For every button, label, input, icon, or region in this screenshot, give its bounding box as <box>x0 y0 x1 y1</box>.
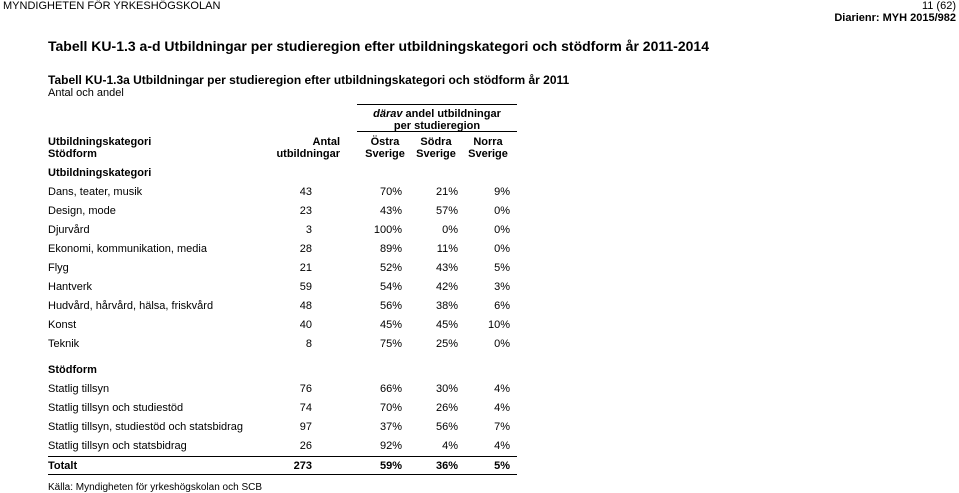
total-norra: 5% <box>494 460 510 472</box>
row-antal: 26 <box>299 440 312 452</box>
row-label: Dans, teater, musik <box>48 186 143 198</box>
left-header-line2: Stödform <box>48 148 97 160</box>
row-label: Hudvård, hårvård, hälsa, friskvård <box>48 300 214 312</box>
row-sodra: 56% <box>435 421 458 433</box>
row-antal: 40 <box>299 319 312 331</box>
row-label: Design, mode <box>48 205 116 217</box>
row-sodra: 0% <box>442 224 458 236</box>
row-antal: 21 <box>299 262 312 274</box>
row-ostra: 45% <box>379 319 402 331</box>
row-norra: 0% <box>494 224 510 236</box>
row-sodra: 25% <box>435 338 458 350</box>
row-antal: 28 <box>299 243 312 255</box>
row-label: Statlig tillsyn och studiestöd <box>48 402 184 414</box>
row-ostra: 37% <box>379 421 402 433</box>
section-title: Utbildningskategori <box>48 167 152 179</box>
page-number: 11 (62) <box>921 0 956 12</box>
row-antal: 74 <box>299 402 312 414</box>
diarienr: Diarienr: MYH 2015/982 <box>834 12 956 24</box>
antal-column-header <box>270 136 340 160</box>
row-norra: 6% <box>494 300 510 312</box>
total-label: Totalt <box>48 460 78 472</box>
table-subtitle: Antal och andel <box>48 87 124 99</box>
row-ostra: 75% <box>379 338 402 350</box>
row-norra: 0% <box>494 243 510 255</box>
group-header-top-rule <box>357 104 517 105</box>
row-ostra: 70% <box>379 186 402 198</box>
row-ostra: 70% <box>379 402 402 414</box>
row-label: Flyg <box>48 262 69 274</box>
ostra-header-line1: Östra <box>370 136 400 148</box>
row-antal: 59 <box>299 281 312 293</box>
row-norra: 3% <box>494 281 510 293</box>
row-label: Hantverk <box>48 281 93 293</box>
row-label: Djurvård <box>48 224 90 236</box>
row-label: Statlig tillsyn <box>48 383 110 395</box>
row-sodra: 11% <box>436 243 458 255</box>
group-header <box>357 108 517 132</box>
group-header-rest: andel utbildningar <box>402 108 501 120</box>
main-title: Tabell KU-1.3 a-d Utbildningar per studieregion efter utbildningskategori och stödform år 2011-2014 <box>48 38 709 54</box>
antal-header-line2: utbildningar <box>276 148 340 160</box>
row-antal: 3 <box>305 224 312 236</box>
row-ostra: 56% <box>379 300 402 312</box>
row-sodra: 43% <box>435 262 458 274</box>
total-antal: 273 <box>293 460 312 472</box>
row-antal: 48 <box>299 300 312 312</box>
left-column-header <box>48 136 151 160</box>
row-antal: 8 <box>305 338 312 350</box>
row-norra: 0% <box>494 205 510 217</box>
row-ostra: 100% <box>373 224 402 236</box>
row-sodra: 21% <box>435 186 458 198</box>
sodra-header-line1: Södra <box>420 136 452 148</box>
row-ostra: 92% <box>379 440 402 452</box>
row-sodra: 30% <box>435 383 458 395</box>
row-sodra: 57% <box>435 205 458 217</box>
row-norra: 7% <box>494 421 510 433</box>
total-bottom-rule <box>48 474 517 475</box>
group-header-italic: därav <box>373 108 403 120</box>
row-norra: 4% <box>494 383 510 395</box>
row-norra: 4% <box>494 440 510 452</box>
row-label: Statlig tillsyn och statsbidrag <box>48 440 187 452</box>
antal-header-line1: Antal <box>312 136 340 148</box>
row-sodra: 38% <box>435 300 458 312</box>
row-antal: 97 <box>299 421 312 433</box>
row-norra: 5% <box>494 262 510 274</box>
row-norra: 9% <box>494 186 510 198</box>
row-norra: 4% <box>494 402 510 414</box>
row-ostra: 52% <box>379 262 402 274</box>
row-ostra: 43% <box>379 205 402 217</box>
row-ostra: 66% <box>379 383 402 395</box>
table-title: Tabell KU-1.3a Utbildningar per studieregion efter utbildningskategori och stödform år 2011 <box>48 73 570 87</box>
section-title: Stödform <box>48 364 97 376</box>
source-note: Källa: Myndigheten för yrkeshögskolan och SCB <box>48 482 263 493</box>
norra-header-line2: Sverige <box>468 148 508 160</box>
norra-column-header <box>458 136 518 160</box>
group-header-line2: per studieregion <box>393 120 481 132</box>
ostra-header-line2: Sverige <box>365 148 405 160</box>
row-label: Statlig tillsyn, studiestöd och statsbidrag <box>48 421 244 433</box>
row-ostra: 54% <box>379 281 402 293</box>
total-ostra: 59% <box>379 460 402 472</box>
sodra-header-line2: Sverige <box>416 148 456 160</box>
total-sodra: 36% <box>435 460 458 472</box>
sodra-column-header <box>406 136 466 160</box>
row-antal: 76 <box>299 383 312 395</box>
row-antal: 43 <box>299 186 312 198</box>
row-norra: 10% <box>487 319 510 331</box>
row-label: Konst <box>48 319 77 331</box>
total-top-rule <box>48 456 517 457</box>
row-sodra: 4% <box>442 440 458 452</box>
row-sodra: 26% <box>435 402 458 414</box>
row-ostra: 89% <box>379 243 402 255</box>
norra-header-line1: Norra <box>473 136 503 148</box>
row-label: Teknik <box>48 338 80 350</box>
page-info <box>834 0 956 24</box>
row-antal: 23 <box>299 205 312 217</box>
left-header-line1: Utbildningskategori <box>48 136 152 148</box>
row-sodra: 45% <box>435 319 458 331</box>
row-label: Ekonomi, kommunikation, media <box>48 243 207 255</box>
agency-name: MYNDIGHETEN FÖR YRKESHÖGSKOLAN <box>3 0 221 12</box>
row-sodra: 42% <box>435 281 458 293</box>
row-norra: 0% <box>494 338 510 350</box>
